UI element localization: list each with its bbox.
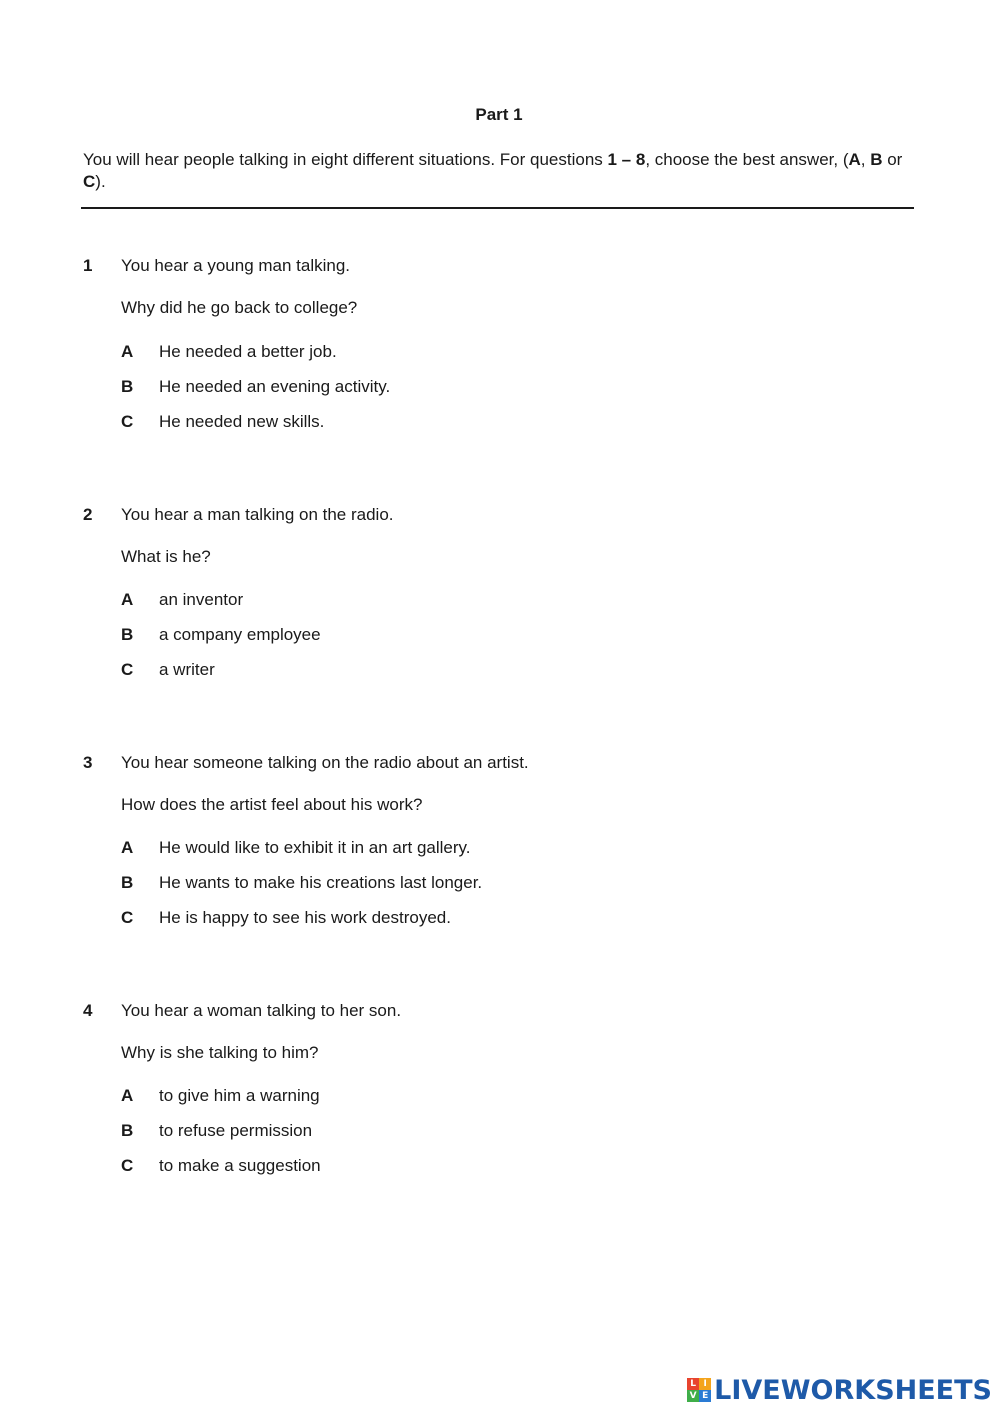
brand-name: LIVEWORKSHEETS — [714, 1374, 992, 1406]
option-letter: C — [121, 412, 134, 431]
answer-option[interactable]: He needed a better job. — [159, 342, 337, 361]
option-letter: B — [121, 1121, 134, 1140]
instructions-text: , — [860, 150, 871, 169]
question-number: 1 — [83, 256, 93, 275]
question-prompt: Why did he go back to college? — [121, 298, 358, 317]
question-context: You hear a man talking on the radio. — [121, 505, 394, 524]
question-prompt: How does the artist feel about his work? — [121, 795, 423, 814]
option-letter: A — [121, 590, 134, 609]
question-context: You hear someone talking on the radio about an artist. — [121, 753, 529, 772]
answer-option[interactable]: a writer — [159, 660, 215, 679]
answer-option[interactable]: He needed an evening activity. — [159, 377, 391, 396]
question-range: 1 – 8 — [607, 150, 646, 169]
option-a-label: A — [848, 150, 861, 169]
instructions-text: ). — [95, 172, 106, 191]
instructions-text: You will hear people talking in eight different situations. For questions — [83, 150, 608, 169]
answer-option[interactable]: to make a suggestion — [159, 1156, 321, 1175]
answer-option[interactable]: He wants to make his creations last longer. — [159, 873, 483, 892]
logo-tile: L — [687, 1378, 699, 1390]
question-context: You hear a woman talking to her son. — [121, 1001, 402, 1020]
logo-tile: V — [687, 1390, 699, 1402]
question-number: 3 — [83, 753, 93, 772]
question-prompt: What is he? — [121, 547, 211, 566]
option-letter: C — [121, 908, 134, 927]
option-letter: A — [121, 342, 134, 361]
question-number: 2 — [83, 505, 93, 524]
instructions-text: , choose the best answer, ( — [645, 150, 849, 169]
liveworksheets-logo — [687, 1375, 992, 1405]
logo-tile: E — [699, 1390, 711, 1402]
option-letter: C — [121, 660, 134, 679]
option-letter: B — [121, 873, 134, 892]
option-letter: B — [121, 625, 134, 644]
option-letter: B — [121, 377, 134, 396]
answer-option[interactable]: to give him a warning — [159, 1086, 320, 1105]
answer-option[interactable]: an inventor — [159, 590, 244, 609]
answer-option[interactable]: to refuse permission — [159, 1121, 313, 1140]
instructions-text: or — [882, 150, 903, 169]
option-letter: A — [121, 1086, 134, 1105]
logo-icon — [687, 1378, 711, 1402]
question-prompt: Why is she talking to him? — [121, 1043, 319, 1062]
question-number: 4 — [83, 1001, 93, 1020]
page-title: Part 1 — [475, 105, 523, 124]
answer-option[interactable]: a company employee — [159, 625, 321, 644]
answer-option[interactable]: He would like to exhibit it in an art gallery. — [159, 838, 471, 857]
option-letter: A — [121, 838, 134, 857]
answer-option[interactable]: He is happy to see his work destroyed. — [159, 908, 451, 927]
question-context: You hear a young man talking. — [121, 256, 351, 275]
logo-tile: I — [699, 1378, 711, 1390]
option-c-label: C — [83, 172, 96, 191]
option-letter: C — [121, 1156, 134, 1175]
divider — [81, 207, 914, 209]
instructions — [83, 149, 923, 193]
option-b-label: B — [870, 150, 883, 169]
answer-option[interactable]: He needed new skills. — [159, 412, 325, 431]
